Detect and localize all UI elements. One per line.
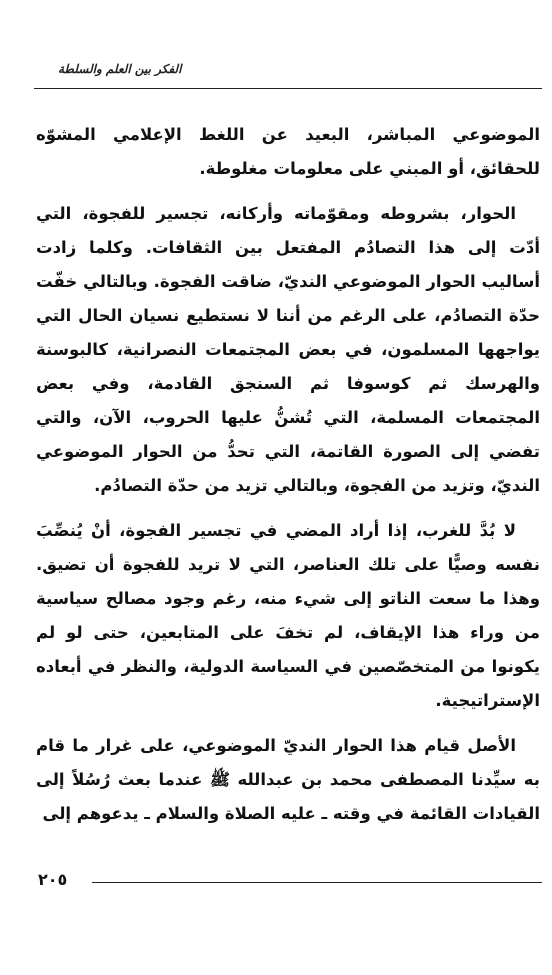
page-number: ٢٠٥ — [38, 870, 68, 889]
body-text — [36, 118, 540, 831]
footer-rule — [92, 882, 542, 883]
paragraph-2: الحوار، بشروطه ومقوّماته وأركانه، تجسير للفجوة، التي أدّت إلى هذا التصادُم المفتعل بين الثقافات. وكلما زادت أساليب الحوار الموضوعي النديّ، ضاقت الفجوة. وبالتالي خفّت حدّة التصادُم، على الرغم من أننا لا نستطيع نسيان الحال التي يواجهها المسلمون، في بعض المجتمعات النصرانية، كالبوسنة والهرسك ثم كوسوفا ثم السنجق القادمة، وفي بعض المجتمعات المسلمة، التي تُشنُّ عليها الحروب، الآن، والتي تفضي إلى الصورة القاتمة، التي تحدُّ من الحوار الموضوعي النديّ، وتزيد من الفجوة، وبالتالي تزيد من حدّة التصادُم. — [36, 204, 540, 495]
paragraph-1: الموضوعي المباشر، البعيد عن اللغط الإعلامي المشوّه للحقائق، أو المبني على معلومات مغلوطة. — [36, 125, 540, 178]
page-footer — [34, 870, 542, 894]
running-header-title: الفكر بين العلم والسلطة — [58, 62, 182, 76]
header-rule — [34, 88, 542, 89]
paragraph-3: لا بُدَّ للغرب، إذا أراد المضي في تجسير الفجوة، أنْ يُنصِّبَ نفسه وصيًّا على تلك العناصر، التي لا تريد للفجوة أن تضيق. وهذا ما سعت الناتو إلى شيء منه، رغم وجود مصالح سياسية من وراء هذا الإيقاف، لم تخفَ على المتابعين، حتى لو لم يكونوا من المتخصّصين في السياسة الدولية، والنظر في أبعاده الإستراتيجية. — [36, 521, 540, 710]
paragraph-4: الأصل قيام هذا الحوار النديّ الموضوعي، على غرار ما قام به سيِّدنا المصطفى محمد بن عبدالله ﷺ عندما بعث رُسُلاً إلى القيادات القائمة في وقته ـ عليه الصلاة والسلام ـ يدعوهم إلى — [36, 736, 540, 823]
